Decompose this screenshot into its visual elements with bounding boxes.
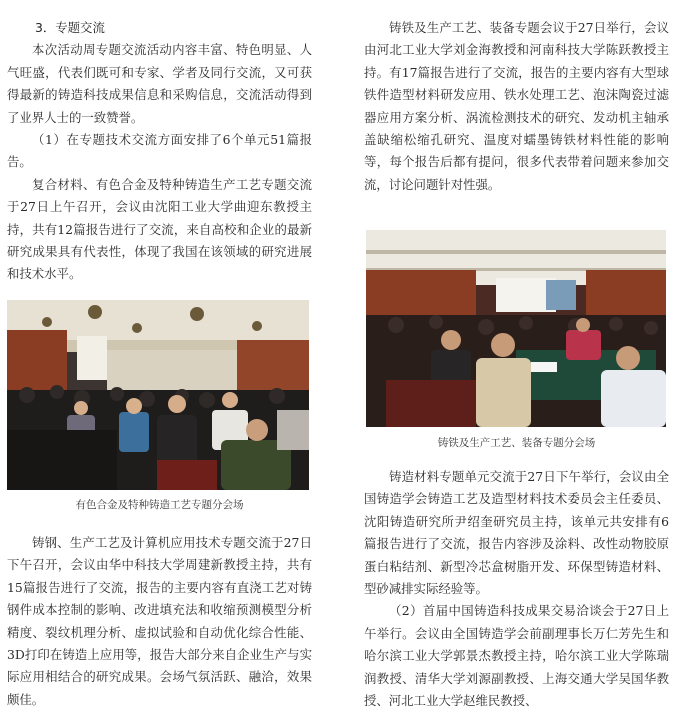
intro-paragraph: 本次活动周专题交流活动内容丰富、特色明显、人气旺盛，代表们既可和专家、学者及同行交流，又可获得最新的铸造科技成果信息和采购信息，交流活动得到了业界人士的一致赞誉。 (7, 42, 312, 125)
conference-photo-nonferrous (7, 300, 309, 490)
left-column-lower (7, 532, 312, 711)
trade-fair-paragraph: （2）首届中国铸造科技成果交易洽谈会于27日上午举行。会议由全国铸造学会前副理事长万仁芳先生和哈尔滨工业大学郭景杰教授主持，哈尔滨工业大学陈瑞润教授、清华大学刘源副教授、上海交通大学吴国华教授、河北工业大学赵维民教授、 (364, 603, 669, 709)
right-column (364, 17, 669, 196)
cast-steel-session-paragraph: 铸钢、生产工艺及计算机应用技术专题交流于27日下午召开，会议由华中科技大学周建新教授主持，共有15篇报告进行了交流，报告的主要内容有直浇工艺对铸钢件成本控制的影响、改进填充法和收缩预测模型分析精度、裂纹机理分析、虚拟试验和自动优化综合性能、3D打印在铸造上应用等，报告大部分来自企业生产与实际应用相结合的研究成果。会场气氛活跃、融洽，效果颇佳。 (7, 535, 312, 707)
photo-caption-right: 铸铁及生产工艺、装备专题分会场 (437, 437, 596, 449)
cast-iron-session-paragraph: 铸铁及生产工艺、装备专题会议于27日举行，会议由河北工业大学刘金海教授和河南科技大学陈跃教授主持。有17篇报告进行了交流，报告的主要内容有大型球铁件造型材料研发应用、铁水处理工艺、泡沫陶瓷过滤器应用方案分析、涡流检测技术的研究、发动机主轴承盖缺缩松缩孔研究、温度对蠕墨铸铁材料性能的影响等，每个报告后都有提问，很多代表带着问题来参加交流，讨论问题针对性强。 (364, 20, 669, 192)
right-column-lower (364, 466, 669, 712)
left-column (7, 0, 312, 286)
section-heading: 3．专题交流 (35, 20, 105, 35)
photo-caption-left: 有色合金及特种铸造工艺专题分会场 (75, 499, 244, 511)
casting-materials-session-paragraph: 铸造材料专题单元交流于27日下午举行，会议由全国铸造学会铸造工艺及造型材料技术委员会主任委员、沈阳铸造研究所尹绍奎研究员主持，该单元共安排有6篇报告进行了交流，报告内容涉及涂料、改性动物胶原蛋白粘结剂、新型冷芯盒树脂开发、环保型铸造材料、型砂减排实际经验等。 (364, 469, 669, 597)
composite-session-paragraph: 复合材料、有色合金及特种铸造生产工艺专题交流于27日上午召开，会议由沈阳工业大学曲迎东教授主持，共有12篇报告进行了交流，来自高校和企业的最新研究成果具有代表性，体现了我国在该领域的研究进展和技术水平。 (7, 176, 312, 282)
conference-photo-cast-iron (366, 230, 666, 427)
technical-exchange-paragraph: （1）在专题技术交流方面安排了6个单元51篇报告。 (7, 132, 312, 170)
